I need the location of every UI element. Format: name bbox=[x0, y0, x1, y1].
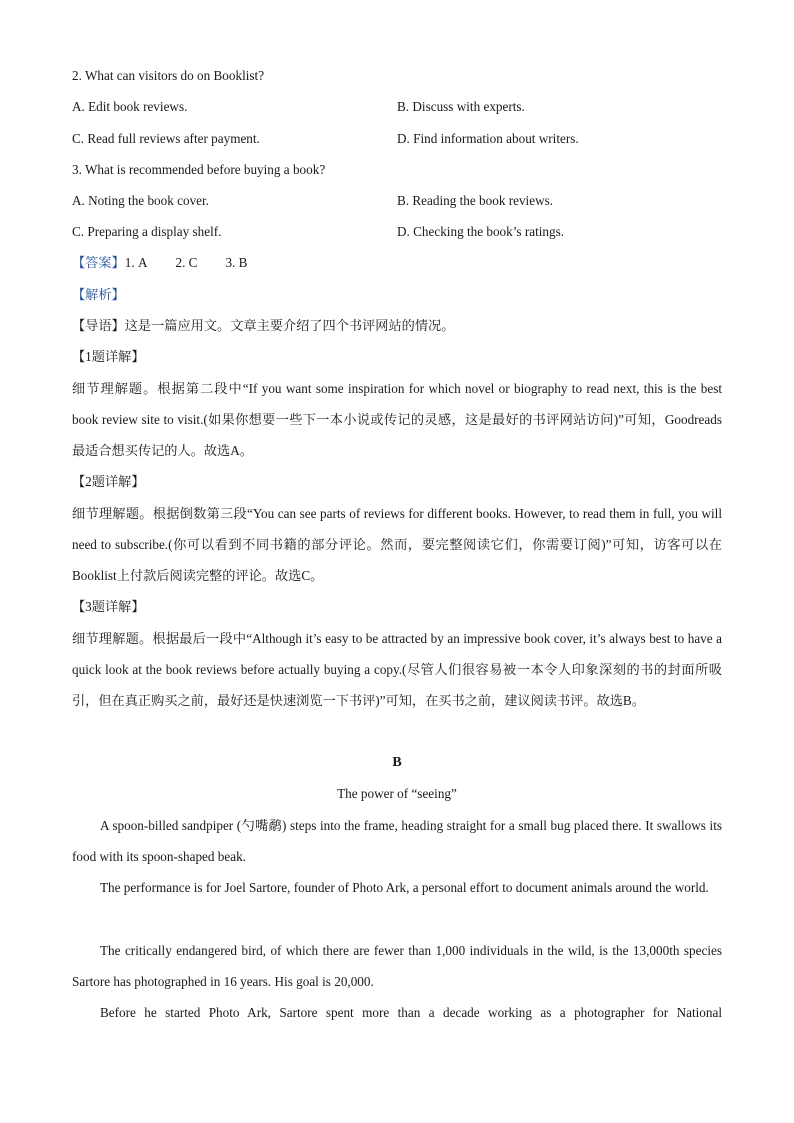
intro-tag: 【导语】 bbox=[72, 318, 125, 333]
passage-paragraph-3: The critically endangered bird, of which there are fewer than 1,000 individuals in the wild, is the 13,000th species Sartore has photographed in 16 years. His goal is 20,000. bbox=[72, 943, 722, 990]
answer-item-2: 2. C bbox=[175, 255, 198, 270]
passage-paragraph-1: A spoon-billed sandpiper (勺嘴鹬) steps into the frame, heading straight for a small bug placed there. It swallows its food with its spoon-shaped beak. bbox=[72, 818, 722, 865]
detail-2-tag: 【2题详解】 bbox=[72, 474, 145, 489]
question-3-option-d: D. Checking the book’s ratings. bbox=[397, 224, 565, 239]
question-3-option-b: B. Reading the book reviews. bbox=[397, 193, 554, 208]
answer-item-1: 1. A bbox=[124, 255, 148, 270]
question-2-option-b: B. Discuss with experts. bbox=[397, 99, 525, 114]
passage-paragraph-4: Before he started Photo Ark, Sartore spent more than a decade working as a photographer for National bbox=[100, 1005, 722, 1020]
detail-1-text: 细节理解题。根据第二段中“If you want some inspiration for which novel or biography to read next, this is the best book review site to visit.(如果你想要一些下一本小说或传记的灵感，这是最好的书评网站访问)”可知，Goodreads最适合想买传记的人。故选A。 bbox=[72, 381, 722, 459]
question-2-option-a: A. Edit book reviews. bbox=[72, 99, 188, 114]
question-2-option-c: C. Read full reviews after payment. bbox=[72, 131, 260, 146]
detail-1-tag: 【1题详解】 bbox=[72, 349, 145, 364]
analysis-tag: 【解析】 bbox=[72, 287, 125, 302]
detail-2-text: 细节理解题。根据倒数第三段“You can see parts of reviews for different books. However, to read them in full, you will need to subscribe.(你可以看到不同书籍的部分评论。然而，要完整阅读它们，你需要订阅)”可知，访客可以在Booklist上付款后阅读完整的评论。故选C。 bbox=[72, 506, 722, 584]
intro-text: 这是一篇应用文。文章主要介绍了四个书评网站的情况。 bbox=[124, 318, 455, 333]
passage-letter: B bbox=[392, 755, 402, 770]
question-2-option-d: D. Find information about writers. bbox=[397, 131, 579, 146]
detail-3-text: 细节理解题。根据最后一段中“Although it’s easy to be attracted by an impressive book cover, it’s always best to have a quick look at the book reviews before actually buying a copy.(尽管人们很容易被一本令人印象深刻的书的封面所吸引，但在真正购买之前，最好还是快速浏览一下书评)”可知，在买书之前，建议阅读书评。故选B。 bbox=[72, 631, 722, 709]
intro-line bbox=[72, 318, 454, 334]
detail-3-tag: 【3题详解】 bbox=[72, 599, 145, 614]
answer-tag: 【答案】 bbox=[72, 255, 125, 270]
question-2-stem: 2. What can visitors do on Booklist? bbox=[72, 68, 265, 83]
answer-line bbox=[72, 255, 247, 271]
answer-item-3: 3. B bbox=[225, 255, 248, 270]
question-3-option-a: A. Noting the book cover. bbox=[72, 193, 209, 208]
question-3-option-c: C. Preparing a display shelf. bbox=[72, 224, 222, 239]
passage-title: The power of “seeing” bbox=[337, 786, 457, 801]
question-3-stem: 3. What is recommended before buying a book? bbox=[72, 162, 326, 177]
passage-paragraph-2: The performance is for Joel Sartore, founder of Photo Ark, a personal effort to document animals around the world. bbox=[100, 880, 709, 895]
